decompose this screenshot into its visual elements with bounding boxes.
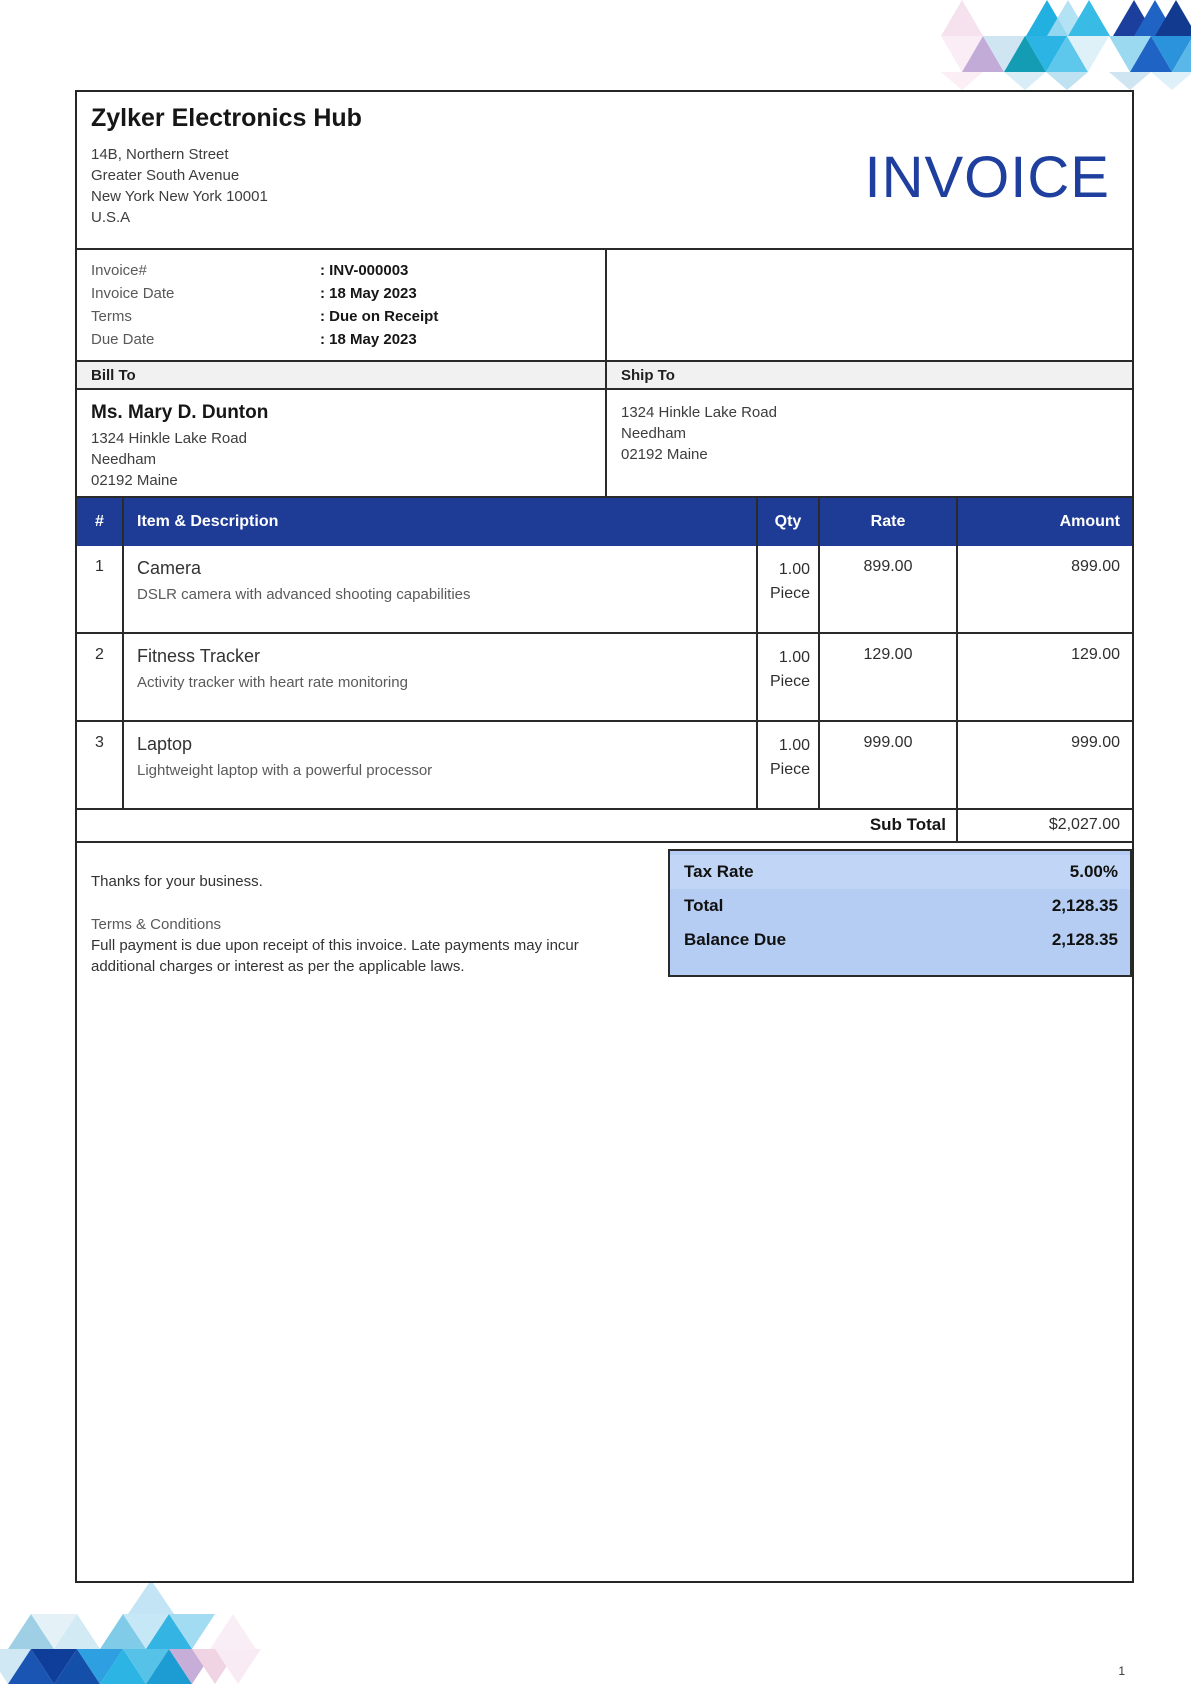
invoice-details — [77, 250, 607, 360]
item-rate: 129.00 — [818, 634, 956, 720]
item-amount: 899.00 — [956, 546, 1132, 632]
company-header — [77, 92, 1132, 248]
item-name: Camera — [137, 558, 202, 578]
ship-to-address-line: Needham — [621, 425, 687, 442]
item-unit: Piece — [769, 673, 810, 690]
ship-to-address-line: 1324 Hinkle Lake Road — [621, 404, 777, 421]
invoice-document — [75, 90, 1134, 1583]
item-amount: 129.00 — [956, 634, 1132, 720]
item-rate: 899.00 — [818, 546, 956, 632]
bill-to-address-line: Needham — [91, 451, 157, 468]
column-header-amount: Amount — [956, 498, 1132, 546]
footer-notes — [77, 849, 668, 977]
item-description-cell — [122, 634, 756, 720]
invoice-date-row — [91, 282, 605, 305]
company-address-line: U.S.A — [91, 209, 131, 226]
item-qty: 1.00 — [778, 649, 810, 666]
item-name: Laptop — [137, 734, 193, 754]
table-row — [77, 546, 1132, 634]
decorative-triangles-bottom-left — [0, 1580, 280, 1684]
company-address-line: Greater South Avenue — [91, 167, 240, 184]
due-date-row — [91, 328, 605, 351]
item-description-cell — [122, 722, 756, 808]
tax-rate-value: 5.00% — [1069, 862, 1118, 881]
bill-to-address-line: 02192 Maine — [91, 472, 178, 489]
terms-label: Terms — [91, 308, 132, 325]
address-headings-band — [77, 360, 1132, 390]
due-date-label: Due Date — [91, 331, 155, 348]
bill-to-address-line: 1324 Hinkle Lake Road — [91, 430, 247, 447]
totals-box — [668, 849, 1132, 977]
terms-row — [91, 305, 605, 328]
item-unit: Piece — [769, 585, 810, 602]
item-qty-cell — [756, 634, 818, 720]
balance-due-row — [670, 923, 1130, 957]
company-address-line: New York New York 10001 — [91, 188, 268, 205]
bottom-section — [77, 849, 1132, 977]
column-header-index: # — [95, 513, 104, 530]
item-amount: 999.00 — [956, 722, 1132, 808]
total-value: 2,128.35 — [1051, 896, 1118, 915]
invoice-number-label: Invoice# — [91, 262, 147, 279]
invoice-details-empty-area — [607, 250, 1132, 360]
item-name: Fitness Tracker — [137, 646, 261, 666]
bill-to-heading: Bill To — [77, 362, 607, 388]
ship-to-heading: Ship To — [621, 367, 675, 384]
item-description: Lightweight laptop with a powerful processor — [137, 762, 433, 779]
total-row — [670, 889, 1130, 923]
addresses-section — [77, 390, 1132, 498]
ship-to-address-line: 02192 Maine — [621, 446, 708, 463]
item-index: 3 — [95, 734, 104, 751]
due-date-value: : 18 May 2023 — [320, 331, 417, 348]
item-rate: 999.00 — [818, 722, 956, 808]
invoice-date-value: : 18 May 2023 — [320, 285, 417, 302]
terms-value: : Due on Receipt — [320, 308, 439, 325]
ship-to-address — [607, 390, 1132, 496]
tax-rate-row — [670, 855, 1130, 889]
total-label: Total — [684, 896, 724, 915]
items-table-header — [77, 498, 1132, 546]
item-qty: 1.00 — [778, 561, 810, 578]
subtotal-label: Sub Total — [869, 815, 946, 834]
column-header-item: Item & Description — [122, 498, 756, 546]
invoice-number-value: : INV-000003 — [320, 262, 409, 279]
table-row — [77, 722, 1132, 810]
decorative-triangles-top-right — [861, 0, 1191, 90]
item-description-cell — [122, 546, 756, 632]
company-name: Zylker Electronics Hub — [91, 104, 362, 132]
company-address-line: 14B, Northern Street — [91, 146, 229, 163]
bill-to-name: Ms. Mary D. Dunton — [91, 402, 269, 423]
item-index: 2 — [95, 646, 104, 663]
item-unit: Piece — [769, 761, 810, 778]
subtotal-row — [77, 810, 1132, 843]
subtotal-value: $2,027.00 — [956, 810, 1132, 841]
bill-to-address — [77, 390, 607, 496]
terms-heading: Terms & Conditions — [91, 916, 222, 933]
balance-due-label: Balance Due — [684, 930, 787, 949]
item-qty-cell — [756, 722, 818, 808]
item-description: Activity tracker with heart rate monitoring — [137, 674, 408, 691]
document-title: INVOICE — [864, 145, 1110, 210]
table-row — [77, 634, 1132, 722]
invoice-details-section — [77, 248, 1132, 360]
invoice-date-label: Invoice Date — [91, 285, 175, 302]
terms-text: Full payment is due upon receipt of this invoice. Late payments may incur additional charges or interest as per the applicable laws. — [91, 937, 579, 975]
item-qty: 1.00 — [778, 737, 810, 754]
item-description: DSLR camera with advanced shooting capabilities — [137, 586, 471, 603]
invoice-number-row — [91, 259, 605, 282]
thanks-note: Thanks for your business. — [91, 873, 263, 890]
column-header-rate: Rate — [818, 498, 956, 546]
page-number: 1 — [1118, 1664, 1125, 1678]
tax-rate-label: Tax Rate — [684, 862, 754, 881]
column-header-qty: Qty — [756, 498, 818, 546]
item-qty-cell — [756, 546, 818, 632]
balance-due-value: 2,128.35 — [1051, 930, 1118, 949]
item-index: 1 — [95, 558, 104, 575]
